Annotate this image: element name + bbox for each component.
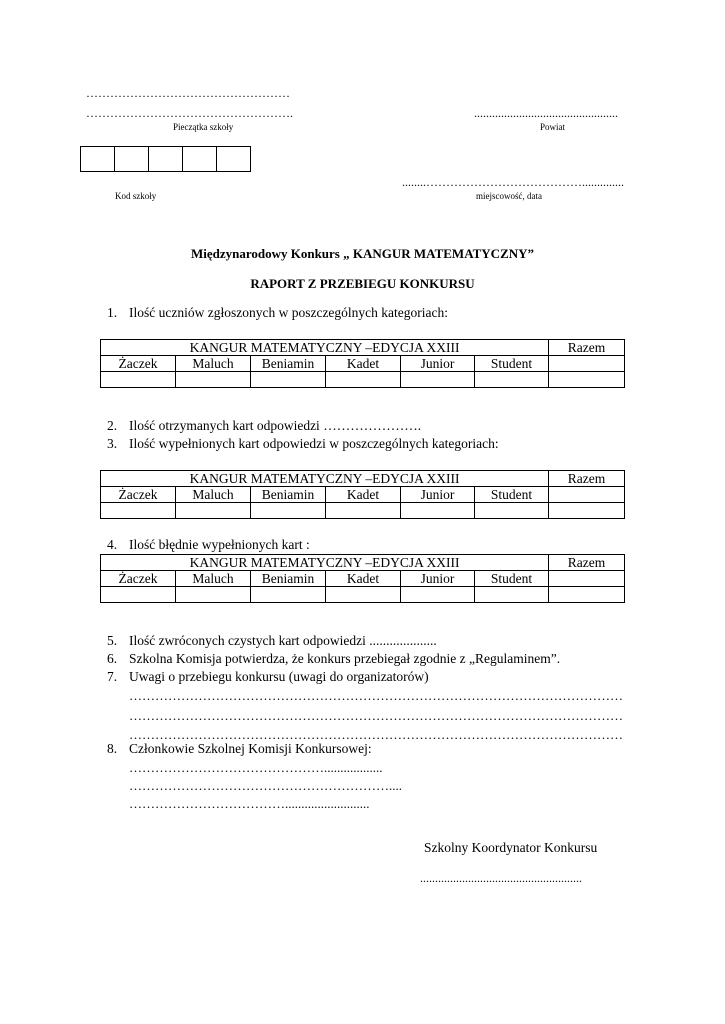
item-number: 8. xyxy=(107,741,118,756)
item-number: 5. xyxy=(107,633,118,648)
item-number: 3. xyxy=(107,436,118,451)
school-code-label: Kod szkoły xyxy=(115,191,157,201)
category-student: Student xyxy=(475,356,549,372)
filled-cards-table xyxy=(100,470,625,519)
coordinator-signature-dots[interactable]: ...................................................... xyxy=(420,871,582,885)
table-edition-header: KANGUR MATEMATYCZNY –EDYCJA XXIII xyxy=(101,471,549,487)
value-cell[interactable] xyxy=(176,503,251,519)
item-4 xyxy=(107,537,310,553)
place-date-dots: ........………………………………….............. xyxy=(402,175,624,189)
member-line[interactable]: ……………………………….......................... xyxy=(129,796,370,811)
item-text: Członkowie Szkolnej Komisji Konkursowej: xyxy=(129,741,372,756)
total-cell xyxy=(549,487,625,503)
category-junior: Junior xyxy=(401,356,475,372)
value-cell[interactable] xyxy=(251,503,326,519)
category-beniamin: Beniamin xyxy=(251,356,326,372)
item-2 xyxy=(107,418,421,434)
member-line[interactable]: ……………………………………….................. xyxy=(129,760,383,775)
value-cell[interactable] xyxy=(549,587,625,603)
item-6 xyxy=(107,651,560,667)
value-cell[interactable] xyxy=(401,372,475,388)
category-maluch: Maluch xyxy=(176,487,251,503)
table-total-header: Razem xyxy=(549,471,625,487)
report-title: RAPORT Z PRZEBIEGU KONKURSU xyxy=(250,276,475,291)
value-cell[interactable] xyxy=(101,372,176,388)
school-code-box[interactable] xyxy=(114,146,149,172)
item-7 xyxy=(107,669,429,685)
category-kadet: Kadet xyxy=(326,571,401,587)
school-code-box[interactable] xyxy=(182,146,217,172)
coordinator-label: Szkolny Koordynator Konkursu xyxy=(424,840,598,855)
place-date-label: miejscowość, data xyxy=(476,191,542,201)
value-cell[interactable] xyxy=(401,503,475,519)
value-cell[interactable] xyxy=(549,372,625,388)
value-cell[interactable] xyxy=(475,503,549,519)
member-line[interactable]: …………………………………………………….... xyxy=(129,778,402,793)
item-number: 6. xyxy=(107,651,118,666)
value-cell[interactable] xyxy=(475,372,549,388)
table-edition-header: KANGUR MATEMATYCZNY –EDYCJA XXIII xyxy=(101,555,549,571)
item-number: 4. xyxy=(107,537,118,552)
value-cell[interactable] xyxy=(176,587,251,603)
value-cell[interactable] xyxy=(101,503,176,519)
value-cell[interactable] xyxy=(326,587,401,603)
value-cell[interactable] xyxy=(251,587,326,603)
table-total-header: Razem xyxy=(549,340,625,356)
value-cell[interactable] xyxy=(326,503,401,519)
value-cell[interactable] xyxy=(549,503,625,519)
item-text: Szkolna Komisja potwierdza, że konkurs przebiegał zgodnie z „Regulaminem”. xyxy=(129,651,561,666)
school-code-box[interactable] xyxy=(216,146,251,172)
registered-students-table xyxy=(100,339,625,388)
category-junior: Junior xyxy=(401,487,475,503)
value-cell[interactable] xyxy=(251,372,326,388)
powiat-dots: ................................................ xyxy=(474,106,618,120)
stamp-label: Pieczątka szkoły xyxy=(173,122,234,132)
remarks-line[interactable]: …………………………………………………………………………………………………… xyxy=(129,708,623,723)
category-beniamin: Beniamin xyxy=(251,487,326,503)
stamp-dots-line-2: ……………………………………………. xyxy=(86,106,293,120)
category-junior: Junior xyxy=(401,571,475,587)
item-text: Ilość zwróconych czystych kart odpowiedzi .................... xyxy=(129,633,437,648)
item-1 xyxy=(107,305,448,321)
category-zaczek: Żaczek xyxy=(101,571,176,587)
item-number: 1. xyxy=(107,305,118,320)
category-kadet: Kadet xyxy=(326,487,401,503)
item-8 xyxy=(107,741,372,757)
remarks-line[interactable]: …………………………………………………………………………………………………… xyxy=(129,727,623,742)
value-cell[interactable] xyxy=(176,372,251,388)
category-maluch: Maluch xyxy=(176,571,251,587)
competition-title: Międzynarodowy Konkurs „ KANGUR MATEMATYCZNY” xyxy=(190,246,535,261)
item-5 xyxy=(107,633,437,649)
category-zaczek: Żaczek xyxy=(101,487,176,503)
total-cell xyxy=(549,571,625,587)
value-cell[interactable] xyxy=(475,587,549,603)
item-text: Uwagi o przebiegu konkursu (uwagi do organizatorów) xyxy=(129,669,429,684)
total-cell xyxy=(549,356,625,372)
item-text: Ilość otrzymanych kart odpowiedzi …………………. xyxy=(129,418,422,433)
remarks-line[interactable]: …………………………………………………………………………………………………… xyxy=(129,688,623,703)
category-maluch: Maluch xyxy=(176,356,251,372)
item-number: 7. xyxy=(107,669,118,684)
incorrect-cards-table xyxy=(100,554,625,603)
category-student: Student xyxy=(475,487,549,503)
value-cell[interactable] xyxy=(401,587,475,603)
powiat-label: Powiat xyxy=(540,122,566,132)
table-edition-header: KANGUR MATEMATYCZNY –EDYCJA XXIII xyxy=(101,340,549,356)
school-code-box[interactable] xyxy=(148,146,183,172)
item-3 xyxy=(107,436,499,452)
category-beniamin: Beniamin xyxy=(251,571,326,587)
item-text: Ilość błędnie wypełnionych kart : xyxy=(129,537,310,552)
table-total-header: Razem xyxy=(549,555,625,571)
value-cell[interactable] xyxy=(326,372,401,388)
item-text: Ilość uczniów zgłoszonych w poszczególnych kategoriach: xyxy=(129,305,449,320)
category-zaczek: Żaczek xyxy=(101,356,176,372)
category-student: Student xyxy=(475,571,549,587)
value-cell[interactable] xyxy=(101,587,176,603)
category-kadet: Kadet xyxy=(326,356,401,372)
stamp-dots-line-1: …………………………………………… xyxy=(86,86,290,100)
item-text: Ilość wypełnionych kart odpowiedzi w poszczególnych kategoriach: xyxy=(129,436,499,451)
school-code-boxes xyxy=(80,146,251,172)
school-code-box[interactable] xyxy=(80,146,115,172)
item-number: 2. xyxy=(107,418,118,433)
